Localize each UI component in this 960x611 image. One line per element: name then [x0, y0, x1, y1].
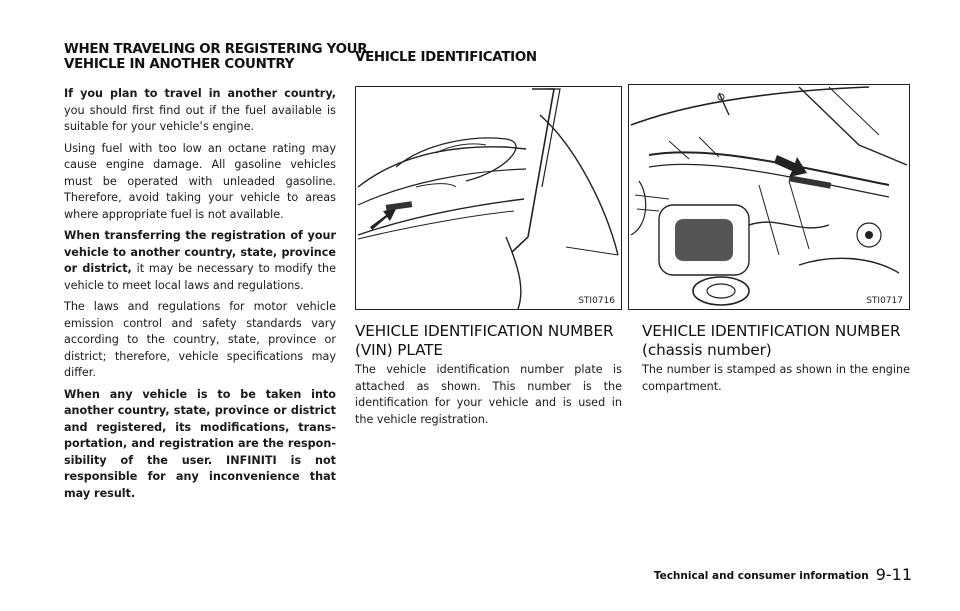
paragraph-fuel-bold: If you plan to travel in another country, — [64, 87, 336, 100]
vin-plate-body — [355, 362, 622, 433]
page-number: 9-11 — [875, 565, 912, 584]
engine-compartment-illustration — [629, 85, 909, 309]
vin-plate-heading-line-1: VEHICLE IDENTIFICATION NUMBER — [355, 322, 614, 340]
chassis-number-heading-line-2: (chassis number) — [642, 340, 772, 359]
vin-plate-paragraph: The vehicle identification number plate is attached as shown. This number is the identification for your vehicle and is used in the vehicle registration. — [355, 363, 622, 426]
vin-plate-heading-line-2: (VIN) PLATE — [355, 340, 443, 359]
footer-section-name: Technical and consumer information — [653, 570, 869, 582]
travel-registration-heading — [64, 42, 367, 72]
paragraph-fuel — [64, 86, 336, 136]
paragraph-fuel-text: you should first find out if the fuel available is suitable for your vehicle’s engine. — [64, 103, 336, 133]
chassis-number-body — [642, 362, 910, 400]
paragraph-transfer-text: it may be necessary to modify the vehicle to meet local laws and regulations. — [64, 262, 336, 292]
heading-line-2: VEHICLE IN ANOTHER COUNTRY — [64, 57, 295, 72]
paragraph-responsibility-bold: When any vehicle is to be taken into another country, state, province or district and registered, its modifications, transportation, and registration are the responsibility of the user. INFINITI is not responsible for any inconvenience that may result. — [64, 387, 336, 500]
paragraph-responsibility — [64, 387, 336, 503]
paragraph-octane: Using fuel with too low an octane rating may cause engine damage. All gasoline vehicles must be operated with unleaded gasoline. Therefore, avoid taking your vehicle to areas where appropriate fuel is not available. — [64, 141, 336, 221]
heading-line-1: WHEN TRAVELING OR REGISTERING YOUR — [64, 42, 368, 57]
paragraph-transfer — [64, 228, 336, 294]
vin-plate-illustration — [356, 87, 621, 309]
vin-plate-figure — [355, 86, 622, 310]
paragraph-laws: The laws and regulations for motor vehicle emission control and safety standards vary according to the country, state, province or district; therefore, vehicle specifications may differ. — [64, 300, 336, 379]
vin-plate-heading — [355, 322, 622, 359]
figure-code-sti0716: STI0716 — [578, 296, 615, 306]
page-footer — [654, 565, 912, 584]
chassis-number-figure — [628, 84, 910, 310]
chassis-number-heading — [642, 322, 910, 359]
travel-registration-body — [64, 86, 336, 507]
chassis-number-arrow-icon — [774, 155, 807, 177]
chassis-number-heading-line-1: VEHICLE IDENTIFICATION NUMBER — [642, 322, 901, 340]
paragraph-transfer-bold: When transferring the registration of your vehicle to another country, state, province or district, — [64, 229, 336, 275]
chassis-number-paragraph: The number is stamped as shown in the engine compartment. — [642, 363, 910, 393]
vehicle-identification-heading: VEHICLE IDENTIFICATION — [355, 50, 537, 65]
figure-code-sti0717: STI0717 — [866, 296, 903, 306]
